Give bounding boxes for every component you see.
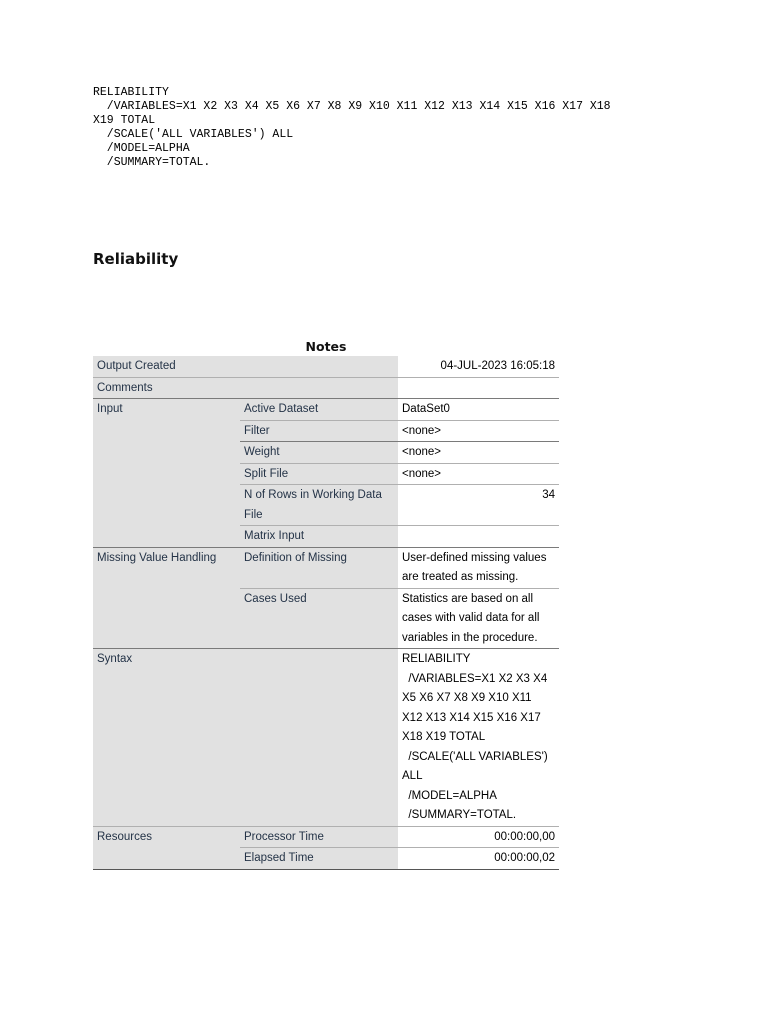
syntax-line: /SUMMARY=TOTAL. (93, 156, 211, 169)
syntax-line: RELIABILITY (93, 86, 169, 99)
missing-value-handling-label: Missing Value Handling (93, 548, 240, 650)
definition-of-missing-value: User-defined missing values are treated as missing. (398, 548, 559, 589)
syntax-line: X19 TOTAL (93, 114, 156, 127)
matrix-input-label: Matrix Input (240, 526, 398, 548)
syntax-value-line: /SCALE('ALL VARIABLES') (402, 750, 548, 763)
syntax-value-line: /SUMMARY=TOTAL. (402, 809, 517, 821)
n-rows-label: N of Rows in Working Data File (240, 485, 398, 526)
syntax-value-line: X5 X6 X7 X8 X9 X10 X11 (402, 692, 532, 704)
active-dataset-value: DataSet0 (398, 399, 559, 421)
output-created-value: 04-JUL-2023 16:05:18 (398, 356, 559, 378)
resources-label: Resources (93, 827, 240, 869)
comments-value (398, 378, 559, 400)
definition-of-missing-label: Definition of Missing (240, 548, 398, 589)
notes-table-title: Notes (305, 339, 347, 354)
syntax-value-line: /MODEL=ALPHA (402, 789, 497, 802)
weight-label: Weight (240, 442, 398, 464)
syntax-value (398, 649, 559, 827)
syntax-value-line: RELIABILITY (402, 653, 471, 665)
syntax-label: Syntax (93, 649, 398, 827)
weight-value: <none> (398, 442, 559, 464)
notes-table (93, 356, 559, 870)
syntax-value-line: X12 X13 X14 X15 X16 X17 (402, 711, 541, 724)
cases-used-label: Cases Used (240, 589, 398, 650)
elapsed-time-value: 00:00:00,02 (398, 848, 559, 869)
syntax-value-line: ALL (402, 770, 423, 782)
active-dataset-label: Active Dataset (240, 399, 398, 421)
processor-time-label: Processor Time (240, 827, 398, 849)
split-file-label: Split File (240, 464, 398, 486)
syntax-command-block (93, 86, 611, 170)
section-heading: Reliability (93, 250, 179, 268)
filter-label: Filter (240, 421, 398, 443)
input-label: Input (93, 399, 240, 548)
cases-used-value: Statistics are based on all cases with valid data for all variables in the procedure. (398, 589, 559, 650)
syntax-line: /VARIABLES=X1 X2 X3 X4 X5 X6 X7 X8 X9 X10 X11 X12 X13 X14 X15 X16 X17 X18 (93, 100, 611, 113)
syntax-value-line: /VARIABLES=X1 X2 X3 X4 (402, 672, 548, 685)
output-created-label: Output Created (93, 356, 398, 378)
filter-value: <none> (398, 421, 559, 443)
syntax-line: /MODEL=ALPHA (93, 142, 190, 155)
syntax-value-line: X18 X19 TOTAL (402, 731, 486, 743)
comments-label: Comments (93, 378, 398, 400)
processor-time-value: 00:00:00,00 (398, 827, 559, 849)
syntax-line: /SCALE('ALL VARIABLES') ALL (93, 128, 294, 141)
n-rows-value: 34 (398, 485, 559, 526)
elapsed-time-label: Elapsed Time (240, 848, 398, 869)
matrix-input-value (398, 526, 559, 548)
split-file-value: <none> (398, 464, 559, 486)
